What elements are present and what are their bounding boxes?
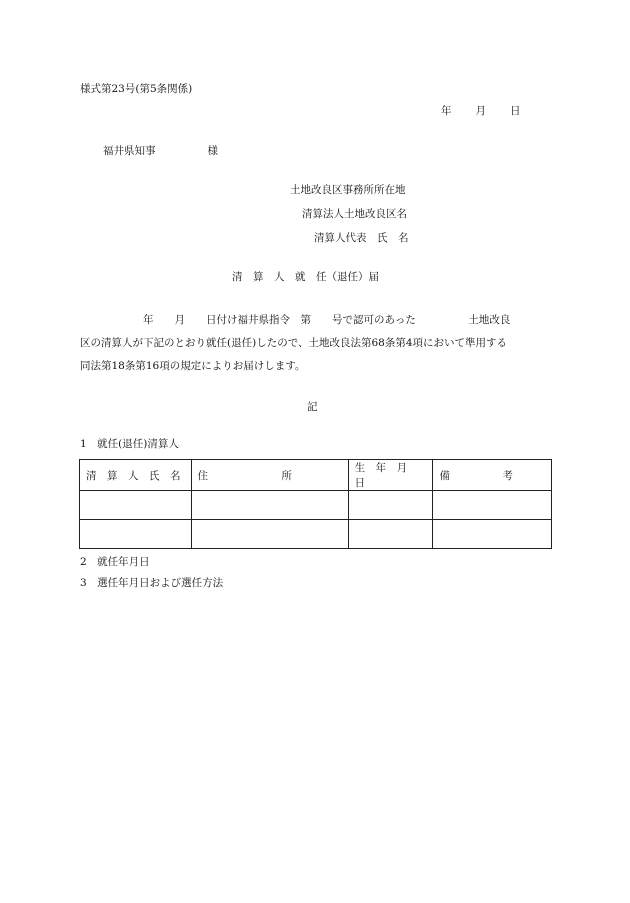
addressee	[103, 144, 218, 158]
table-cell[interactable]	[433, 491, 552, 520]
body-paragraph	[80, 309, 552, 378]
item-2: 2 就任年月日	[80, 556, 150, 568]
sender-organization: 清算法人土地改良区名	[302, 208, 407, 220]
date-month: 月	[475, 105, 486, 117]
table-cell[interactable]	[348, 491, 433, 520]
date-year: 年	[441, 105, 452, 117]
sender-representative: 清算人代表 氏 名	[314, 232, 409, 244]
document-title: 清 算 人 就 任（退任）届	[232, 271, 379, 283]
date-day: 日	[510, 105, 521, 117]
body-line-3: 同法第18条第16項の規定によりお届けします。	[80, 360, 306, 372]
header-address: 住 所	[191, 460, 348, 491]
table-header-row	[80, 460, 552, 491]
item-3: 3 選任年月日および選任方法	[80, 577, 224, 589]
table-cell[interactable]	[80, 491, 192, 520]
table-cell[interactable]	[348, 520, 433, 549]
body-line-1: 年 月 日付け福井県指令 第 号で認可のあった 土地改良	[80, 314, 511, 326]
addressee-honorific: 様	[207, 145, 218, 157]
ki-heading: 記	[307, 401, 318, 413]
item-1: 1 就任(退任)清算人	[80, 438, 179, 450]
date-line	[441, 104, 521, 118]
table-cell[interactable]	[191, 520, 348, 549]
header-name: 清 算 人 氏 名	[80, 460, 192, 491]
table-cell[interactable]	[191, 491, 348, 520]
table-cell[interactable]	[80, 520, 192, 549]
addressee-name: 福井県知事	[103, 145, 156, 157]
header-birthdate: 生 年 月 日	[348, 460, 433, 491]
sender-address: 土地改良区事務所所在地	[290, 184, 406, 196]
table-cell[interactable]	[433, 520, 552, 549]
table-row	[80, 491, 552, 520]
liquidator-table	[79, 459, 552, 549]
header-remarks: 備 考	[433, 460, 552, 491]
body-line-2: 区の清算人が下記のとおり就任(退任)したので、土地改良法第68条第4項において準用する	[80, 337, 508, 349]
table-row	[80, 520, 552, 549]
form-number: 様式第23号(第5条関係)	[80, 83, 193, 95]
